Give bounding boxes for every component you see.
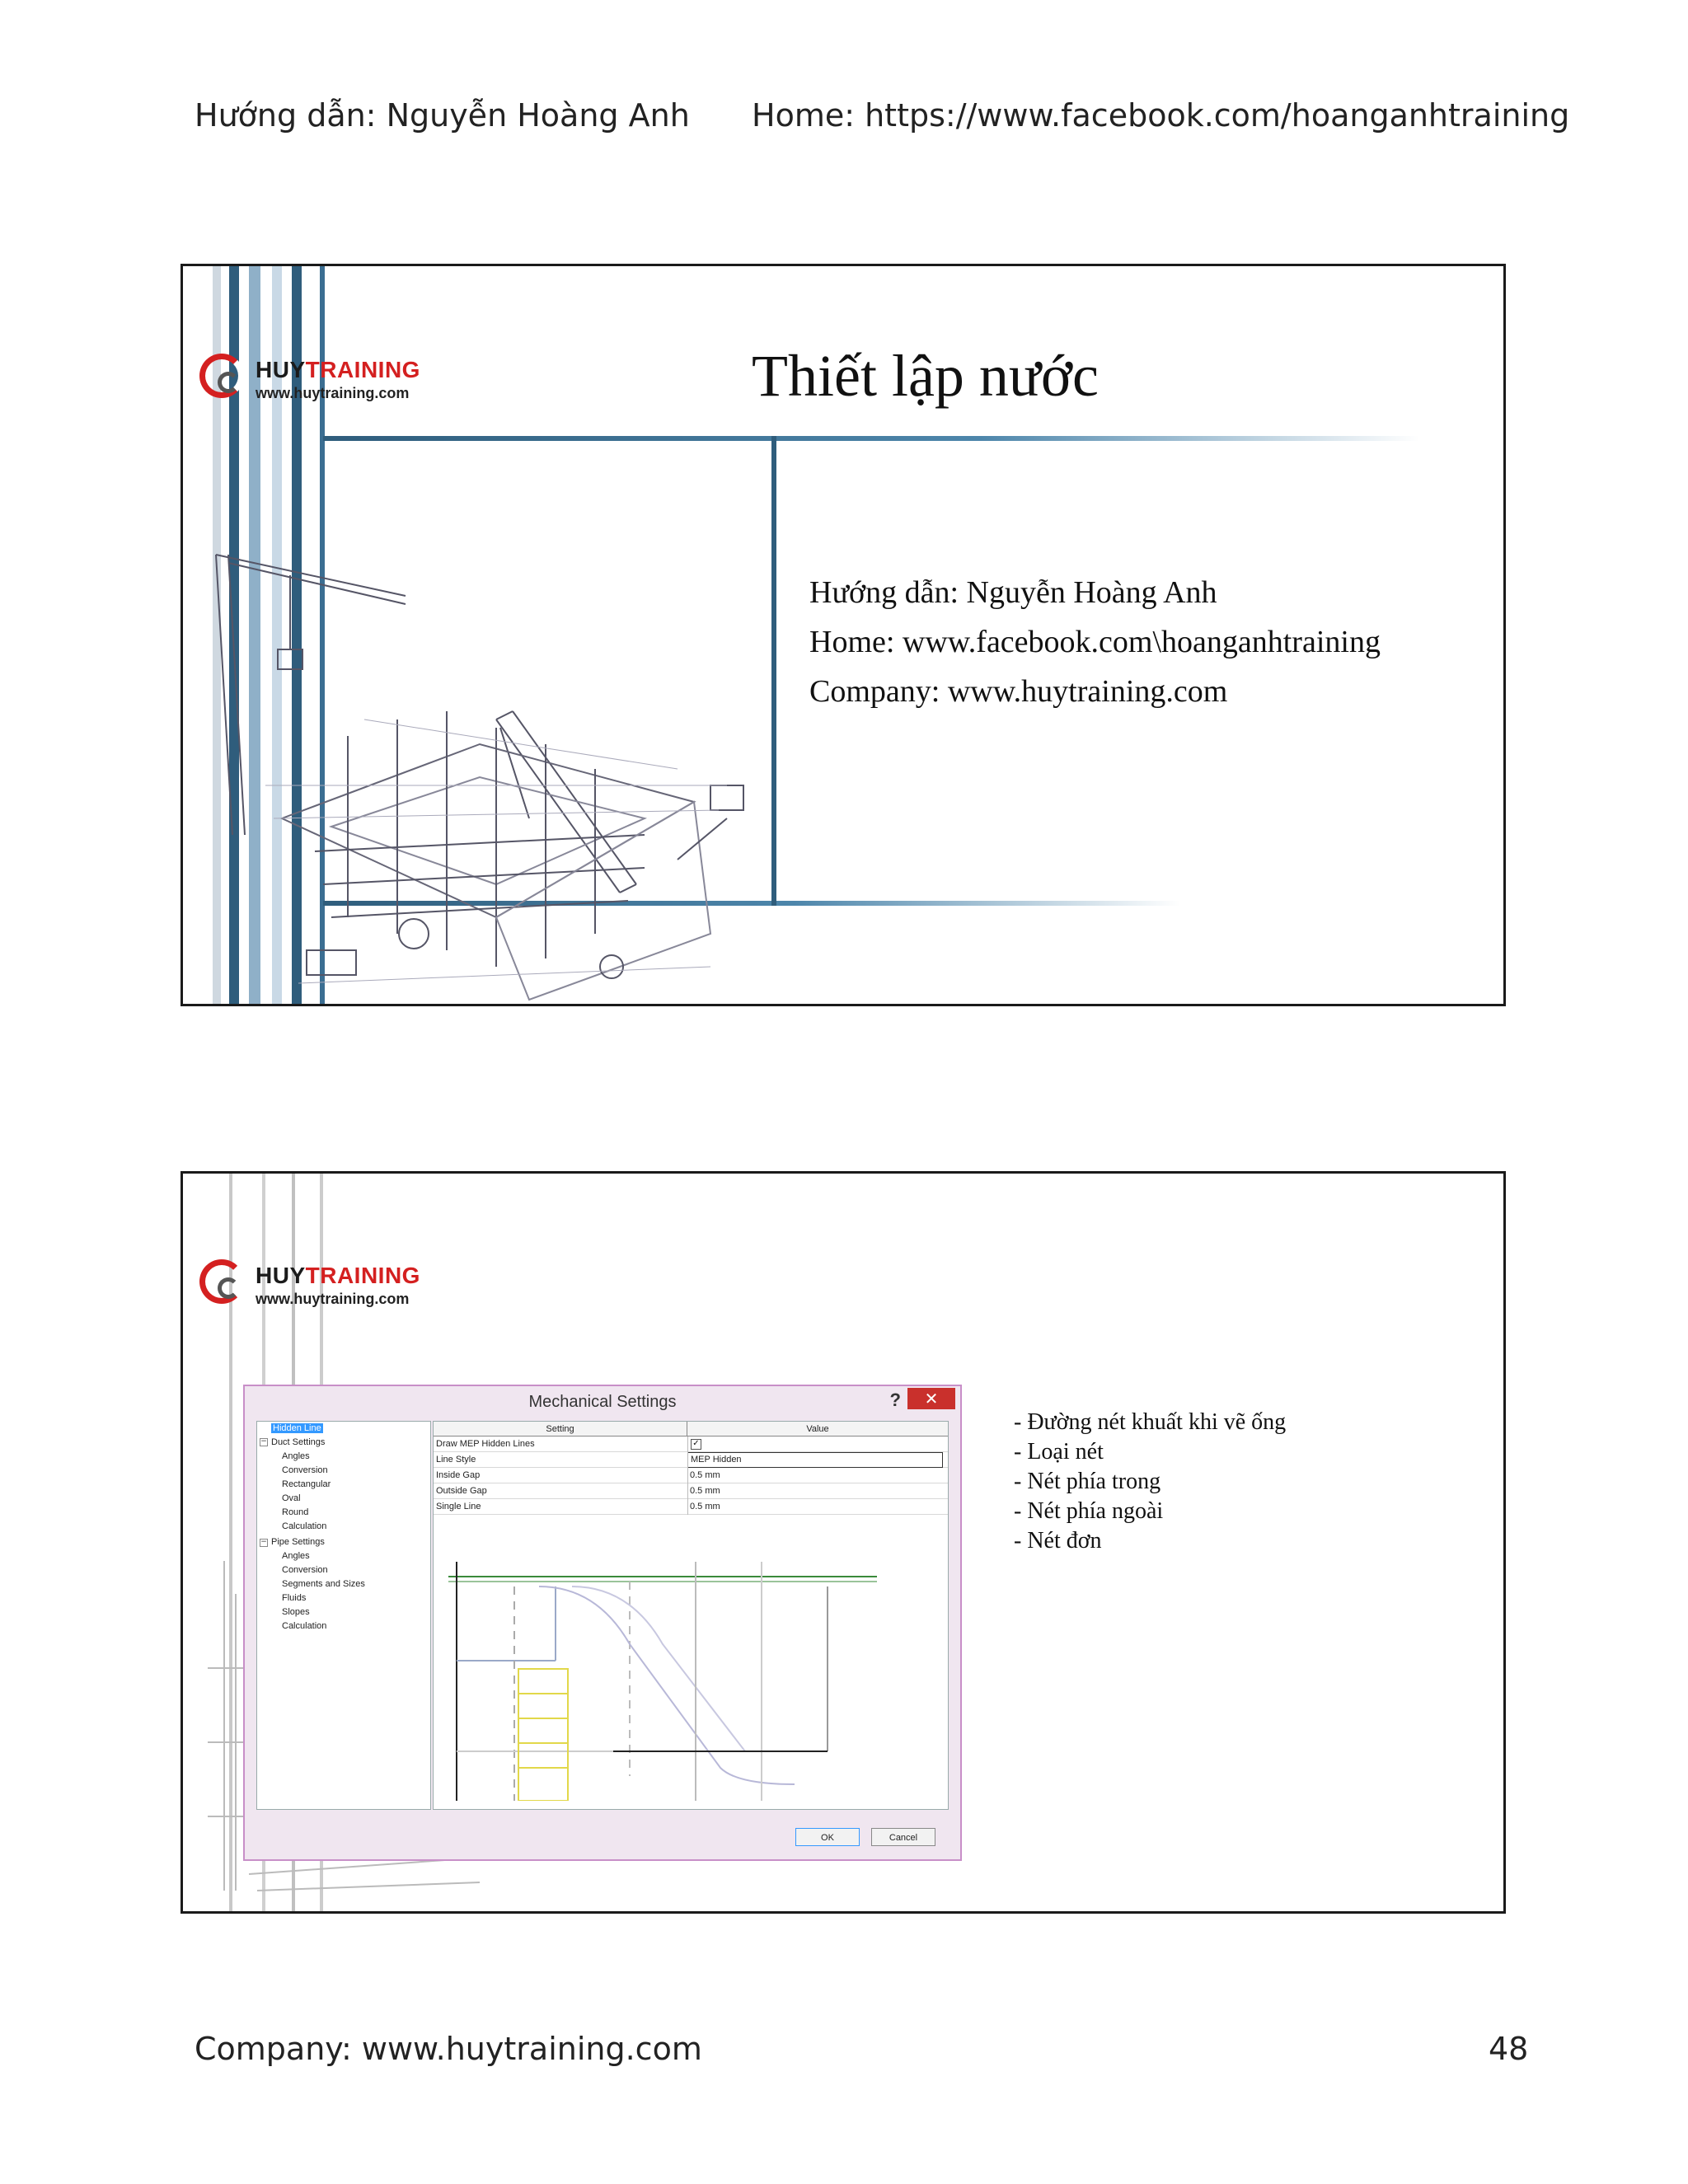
slide-home-line: Home: www.facebook.com\hoanganhtraining: [809, 625, 1381, 659]
grid-row: [434, 1436, 948, 1452]
tree-item-duct-settings[interactable]: Duct Settings: [271, 1437, 326, 1447]
tree-item-hidden-line[interactable]: Hidden Line: [273, 1423, 321, 1433]
note-item: - Đường nét khuất khi vẽ ống: [1014, 1409, 1287, 1435]
logo-mark-icon: [199, 1259, 244, 1304]
line-style-select[interactable]: MEP Hidden: [687, 1452, 943, 1468]
help-button[interactable]: ?: [889, 1390, 901, 1410]
logo-brand-part1: HUY: [256, 1263, 306, 1288]
slide-title: [181, 264, 1506, 1006]
tree-item-slopes[interactable]: Slopes: [282, 1607, 310, 1617]
inside-gap-field[interactable]: 0.5 mm: [690, 1470, 720, 1480]
slide-title-text: Thiết lập nước: [752, 343, 1099, 409]
logo-mark-icon: [199, 354, 244, 398]
decor-line-vertical: [771, 436, 776, 906]
tree-item-duct-round[interactable]: Round: [282, 1507, 309, 1517]
tree-item-duct-angles[interactable]: Angles: [282, 1451, 310, 1461]
logo-url: www.huytraining.com: [256, 1291, 410, 1307]
single-line-field[interactable]: 0.5 mm: [690, 1502, 720, 1511]
slide-settings: [181, 1171, 1506, 1914]
outside-gap-field[interactable]: 0.5 mm: [690, 1486, 720, 1496]
draw-hidden-lines-checkbox[interactable]: ✓: [691, 1439, 701, 1450]
construction-sketch-image: [183, 472, 760, 1006]
tree-item-duct-rectangular[interactable]: Rectangular: [282, 1479, 331, 1489]
tree-item-pipe-settings[interactable]: Pipe Settings: [271, 1537, 325, 1547]
slide-company-line: Company: www.huytraining.com: [809, 674, 1228, 709]
close-button[interactable]: ✕: [907, 1388, 955, 1409]
page-header-author: Hướng dẫn: Nguyễn Hoàng Anh: [195, 97, 690, 134]
logo-brand-part1: HUY: [256, 357, 306, 382]
duct-settings-toggle-icon[interactable]: −: [260, 1437, 267, 1446]
grid-column-divider: [687, 1436, 688, 1515]
tree-item-pipe-angles[interactable]: Angles: [282, 1551, 310, 1561]
slide-author-line: Hướng dẫn: Nguyễn Hoàng Anh: [809, 575, 1217, 610]
grid-header-value: Value: [687, 1422, 948, 1436]
settings-grid: [433, 1421, 949, 1810]
grid-header-setting: Setting: [434, 1422, 687, 1436]
logo-brand-part2: TRAINING: [305, 1263, 420, 1288]
dialog-title: Mechanical Settings: [528, 1393, 677, 1411]
note-item: - Nét phía trong: [1014, 1469, 1161, 1494]
grid-cell-setting: Line Style: [436, 1455, 476, 1465]
grid-cell-setting: Inside Gap: [436, 1470, 481, 1480]
tree-item-segments-sizes[interactable]: Segments and Sizes: [282, 1579, 365, 1589]
mechanical-settings-dialog: [243, 1385, 962, 1861]
tree-item-pipe-conversion[interactable]: Conversion: [282, 1565, 328, 1575]
tree-item-pipe-calculation[interactable]: Calculation: [282, 1621, 327, 1631]
note-item: - Nét đơn: [1014, 1528, 1102, 1554]
tree-item-fluids[interactable]: Fluids: [282, 1593, 307, 1603]
hidden-line-preview: [448, 1562, 940, 1801]
page-header-home: Home: https://www.facebook.com/hoanganhtraining: [752, 97, 1570, 134]
cancel-button[interactable]: Cancel: [871, 1828, 935, 1846]
tree-item-duct-calculation[interactable]: Calculation: [282, 1521, 327, 1531]
grid-row: [434, 1499, 948, 1515]
tree-item-duct-oval[interactable]: Oval: [282, 1493, 301, 1503]
note-item: - Nét phía ngoài: [1014, 1498, 1164, 1524]
page-number: 48: [1489, 2031, 1529, 2067]
note-item: - Loại nét: [1014, 1439, 1104, 1465]
grid-cell-setting: Outside Gap: [436, 1486, 487, 1496]
grid-row: [434, 1452, 948, 1468]
decor-line-top: [323, 436, 1419, 441]
page-footer-company: Company: www.huytraining.com: [195, 2031, 702, 2067]
logo-url: www.huytraining.com: [256, 385, 410, 401]
huytraining-logo: [199, 354, 447, 411]
tree-item-duct-conversion[interactable]: Conversion: [282, 1465, 328, 1475]
grid-row: [434, 1483, 948, 1499]
pipe-settings-toggle-icon[interactable]: −: [260, 1538, 267, 1546]
logo-brand-part2: TRAINING: [305, 357, 420, 382]
grid-cell-setting: Draw MEP Hidden Lines: [436, 1439, 535, 1449]
settings-tree: [256, 1421, 431, 1810]
grid-row: [434, 1468, 948, 1483]
grid-cell-setting: Single Line: [436, 1502, 481, 1511]
ok-button[interactable]: OK: [795, 1828, 860, 1846]
huytraining-logo: [199, 1259, 447, 1317]
